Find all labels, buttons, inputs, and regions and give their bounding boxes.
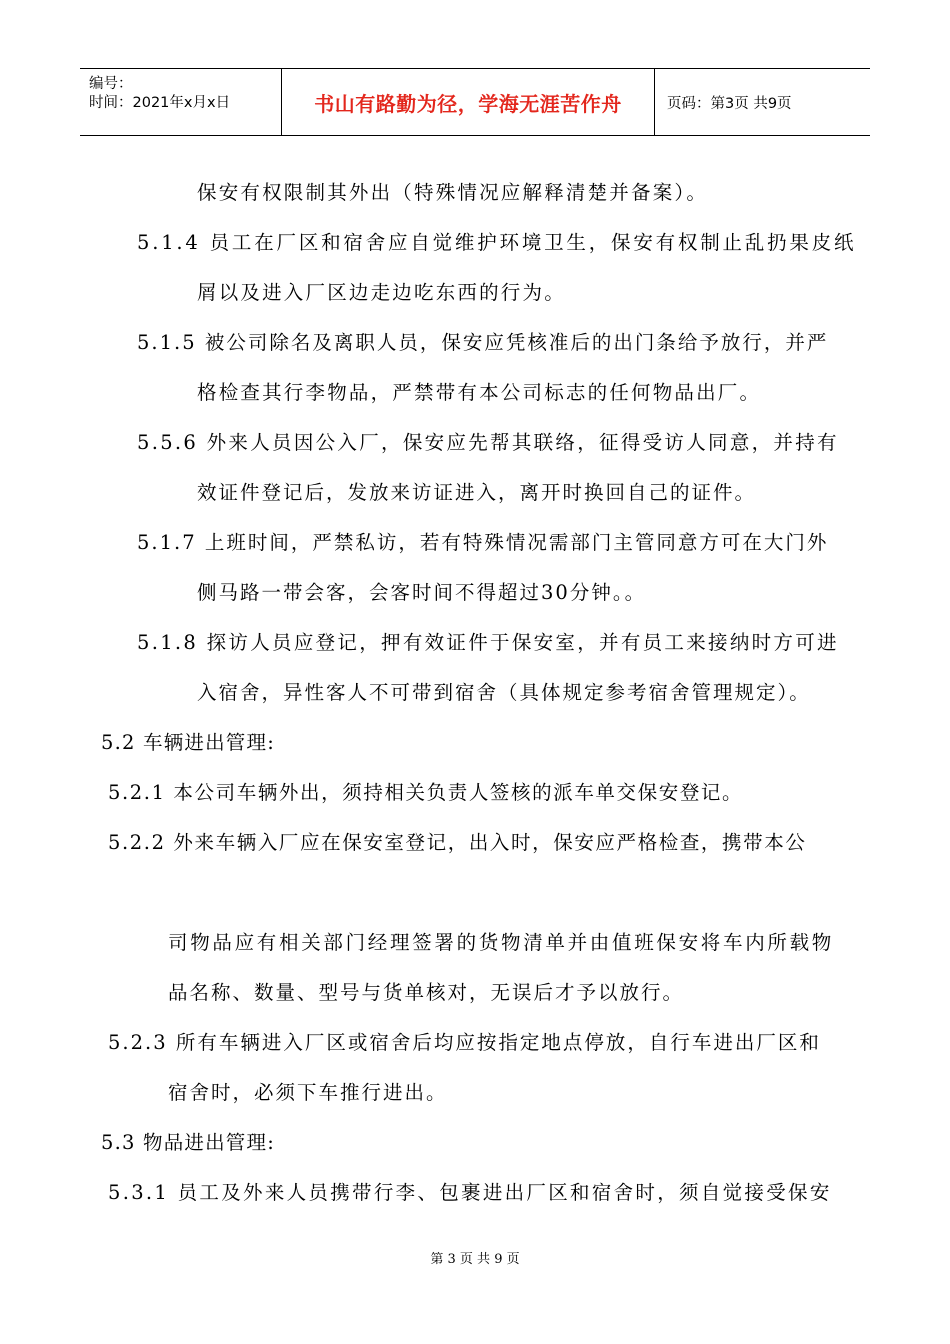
body-line: 效证件登记后，发放来访证进入，离开时换回自己的证件。 [197, 481, 757, 504]
page-header [80, 68, 870, 136]
body-line: 5.2.1 本公司车辆外出，须持相关负责人签核的派车单交保安登记。 [108, 781, 744, 804]
body-line: 格检查其行李物品，严禁带有本公司标志的任何物品出厂。 [197, 381, 762, 404]
section-heading: 5.3 物品进出管理: [101, 1131, 275, 1154]
body-line: 保安有权限制其外出（特殊情况应解释清楚并备案）。 [197, 181, 709, 204]
body-line: 司物品应有相关部门经理签署的货物清单并由值班保安将车内所载物 [168, 931, 835, 954]
body-line: 入宿舍，异性客人不可带到宿舍（具体规定参考宿舍管理规定）。 [197, 681, 811, 704]
motto-text: 书山有路勤为径，学海无涯苦作舟 [314, 91, 622, 116]
section-heading: 5.2 车辆进出管理: [101, 731, 275, 754]
doc-number-label: 编号： [89, 76, 133, 92]
page-footer: 第 3 页 共 9 页 [430, 1252, 520, 1267]
body-line: 宿舍时，必须下车推行进出。 [168, 1081, 448, 1104]
page-code: 页码：第3页 共9页 [667, 95, 792, 112]
body-line: 5.1.8 探访人员应登记，押有效证件于保安室，并有员工来接纳时方可进 [137, 631, 839, 654]
body-line: 5.2.3 所有车辆进入厂区或宿舍后均应按指定地点停放，自行车进出厂区和 [108, 1031, 821, 1054]
body-line: 5.5.6 外来人员因公入厂，保安应先帮其联络，征得受访人同意，并持有 [137, 431, 839, 454]
header-meta-cell [80, 69, 282, 135]
body-line: 5.1.4 员工在厂区和宿舍应自觉维护环境卫生，保安有权制止乱扔果皮纸 [137, 231, 857, 254]
body-line: 5.1.7 上班时间，严禁私访，若有特殊情况需部门主管同意方可在大门外 [137, 531, 829, 554]
body-line: 品名称、数量、型号与货单核对，无误后才予以放行。 [168, 981, 685, 1004]
body-line: 5.2.2 外来车辆入厂应在保安室登记，出入时，保安应严格检查，携带本公 [108, 831, 807, 854]
header-page-cell [655, 69, 870, 135]
body-line: 侧马路一带会客，会客时间不得超过30分钟。。 [197, 581, 647, 604]
body-line: 屑以及进入厂区边走边吃东西的行为。 [197, 281, 566, 304]
header-motto-cell [282, 69, 655, 135]
body-line: 5.3.1 员工及外来人员携带行李、包裹进出厂区和宿舍时，须自觉接受保安 [108, 1181, 832, 1204]
date-label: 时间：2021年x月x日 [89, 95, 231, 111]
body-line: 5.1.5 被公司除名及离职人员，保安应凭核准后的出门条给予放行，并严 [137, 331, 829, 354]
